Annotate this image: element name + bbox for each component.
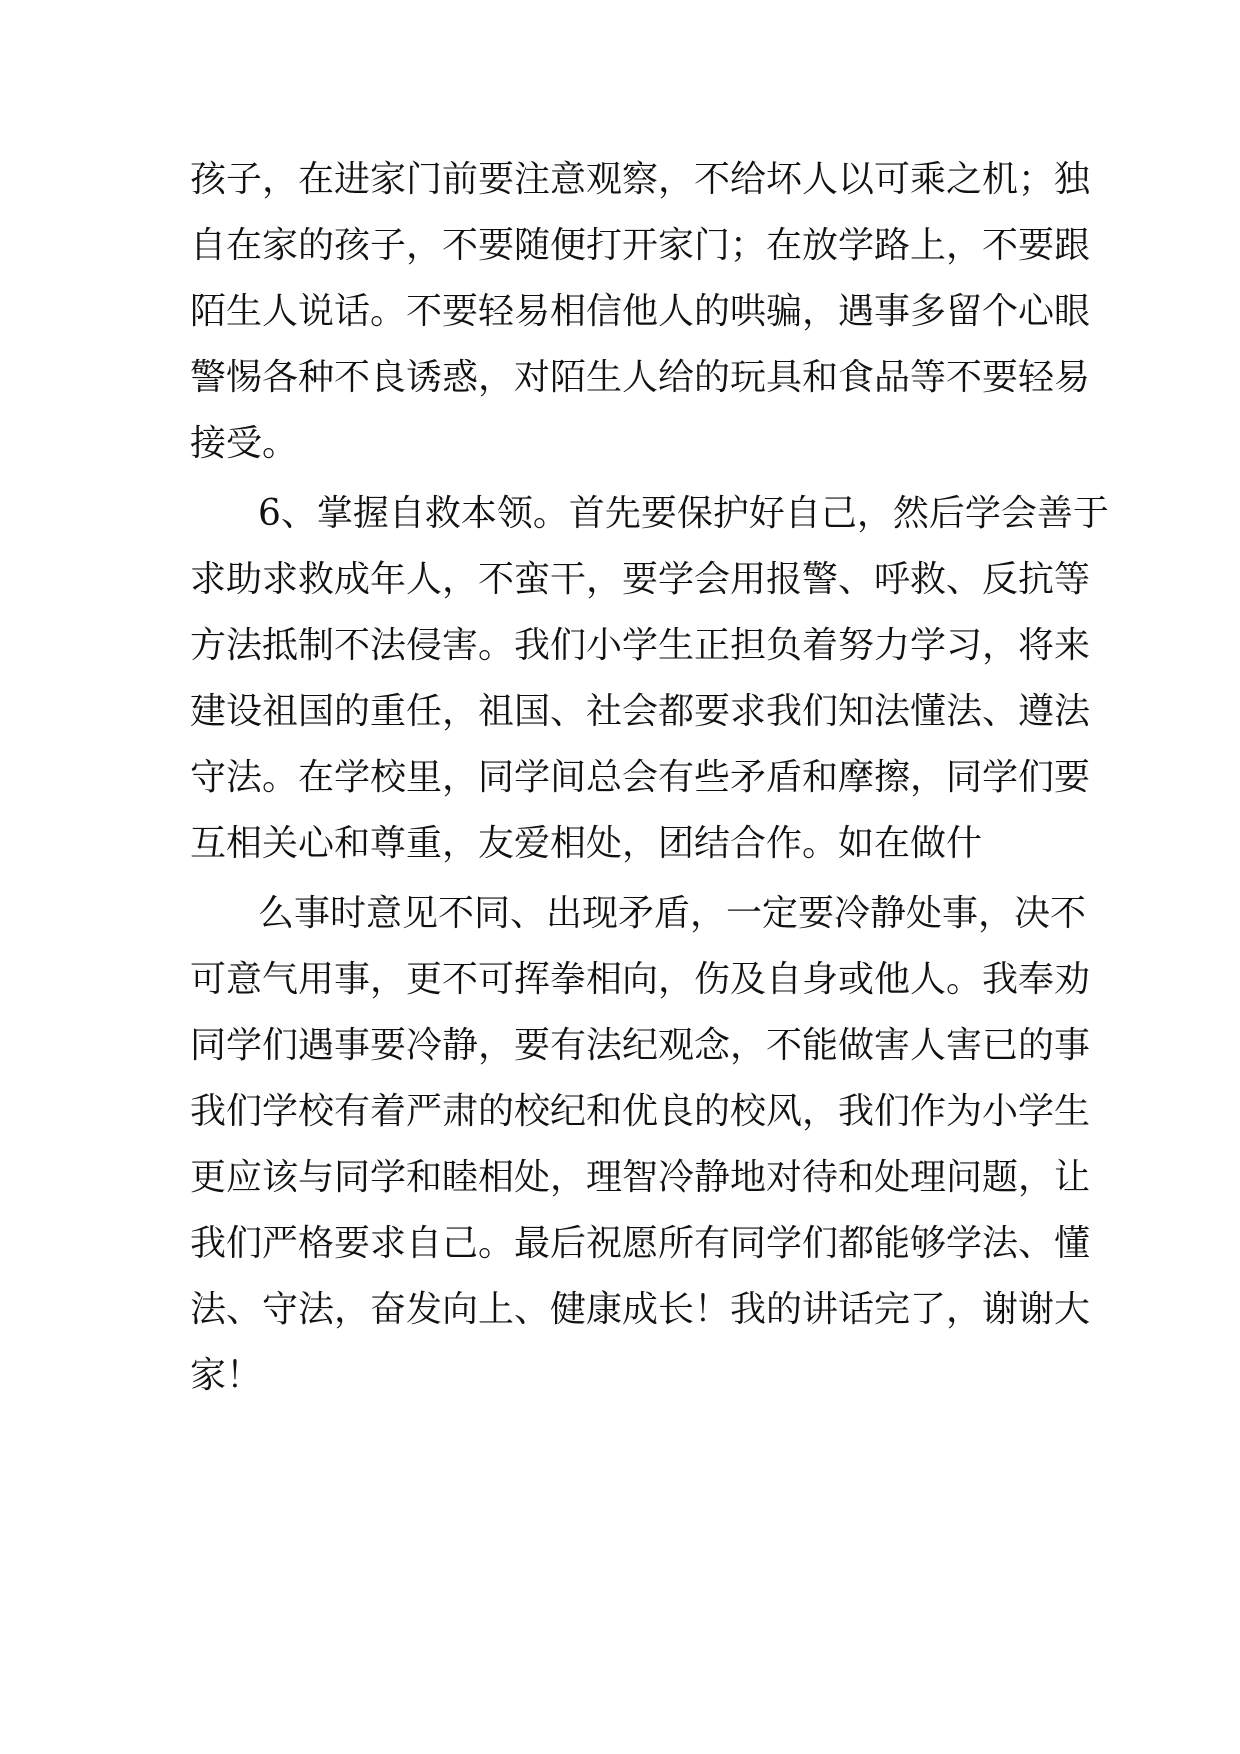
- text-line: 更应该与同学和睦相处，理智冷静地对待和处理问题，让: [190, 1157, 1091, 1198]
- text-line: 我们严格要求自己。最后祝愿所有同学们都能够学法、懂: [190, 1223, 1091, 1264]
- text-line: 求助求救成年人，不蛮干，要学会用报警、呼救、反抗等: [190, 559, 1091, 600]
- text-line: 建设祖国的重任，祖国、社会都要求我们知法懂法、遵法: [190, 691, 1091, 732]
- text-line: 自在家的孩子，不要随便打开家门；在放学路上，不要跟: [190, 225, 1091, 266]
- text-line: 孩子，在进家门前要注意观察，不给坏人以可乘之机；独: [190, 159, 1091, 200]
- text-line: 法、守法，奋发向上、健康成长！我的讲话完了，谢谢大: [190, 1289, 1091, 1330]
- text-line: 陌生人说话。不要轻易相信他人的哄骗，遇事多留个心眼: [190, 291, 1091, 332]
- text-line: 警惕各种不良诱惑，对陌生人给的玩具和食品等不要轻易: [190, 357, 1091, 398]
- text-line: 6、掌握自救本领。首先要保护好自己，然后学会善于: [258, 493, 1109, 534]
- text-line: 守法。在学校里，同学间总会有些矛盾和摩擦，同学们要: [190, 757, 1091, 798]
- text-line: 方法抵制不法侵害。我们小学生正担负着努力学习，将来: [190, 625, 1091, 666]
- text-line: 可意气用事，更不可挥拳相向，伤及自身或他人。我奉劝: [190, 959, 1091, 1000]
- text-line: 接受。: [190, 423, 299, 464]
- text-line: 么事时意见不同、出现矛盾，一定要冷静处事，决不: [258, 893, 1087, 934]
- text-line: 互相关心和尊重，友爱相处，团结合作。如在做什: [190, 823, 983, 864]
- text-line: 家！: [190, 1355, 263, 1396]
- text-line: 我们学校有着严肃的校纪和优良的校风，我们作为小学生: [190, 1091, 1091, 1132]
- text-line: 同学们遇事要冷静，要有法纪观念，不能做害人害已的事: [190, 1025, 1091, 1066]
